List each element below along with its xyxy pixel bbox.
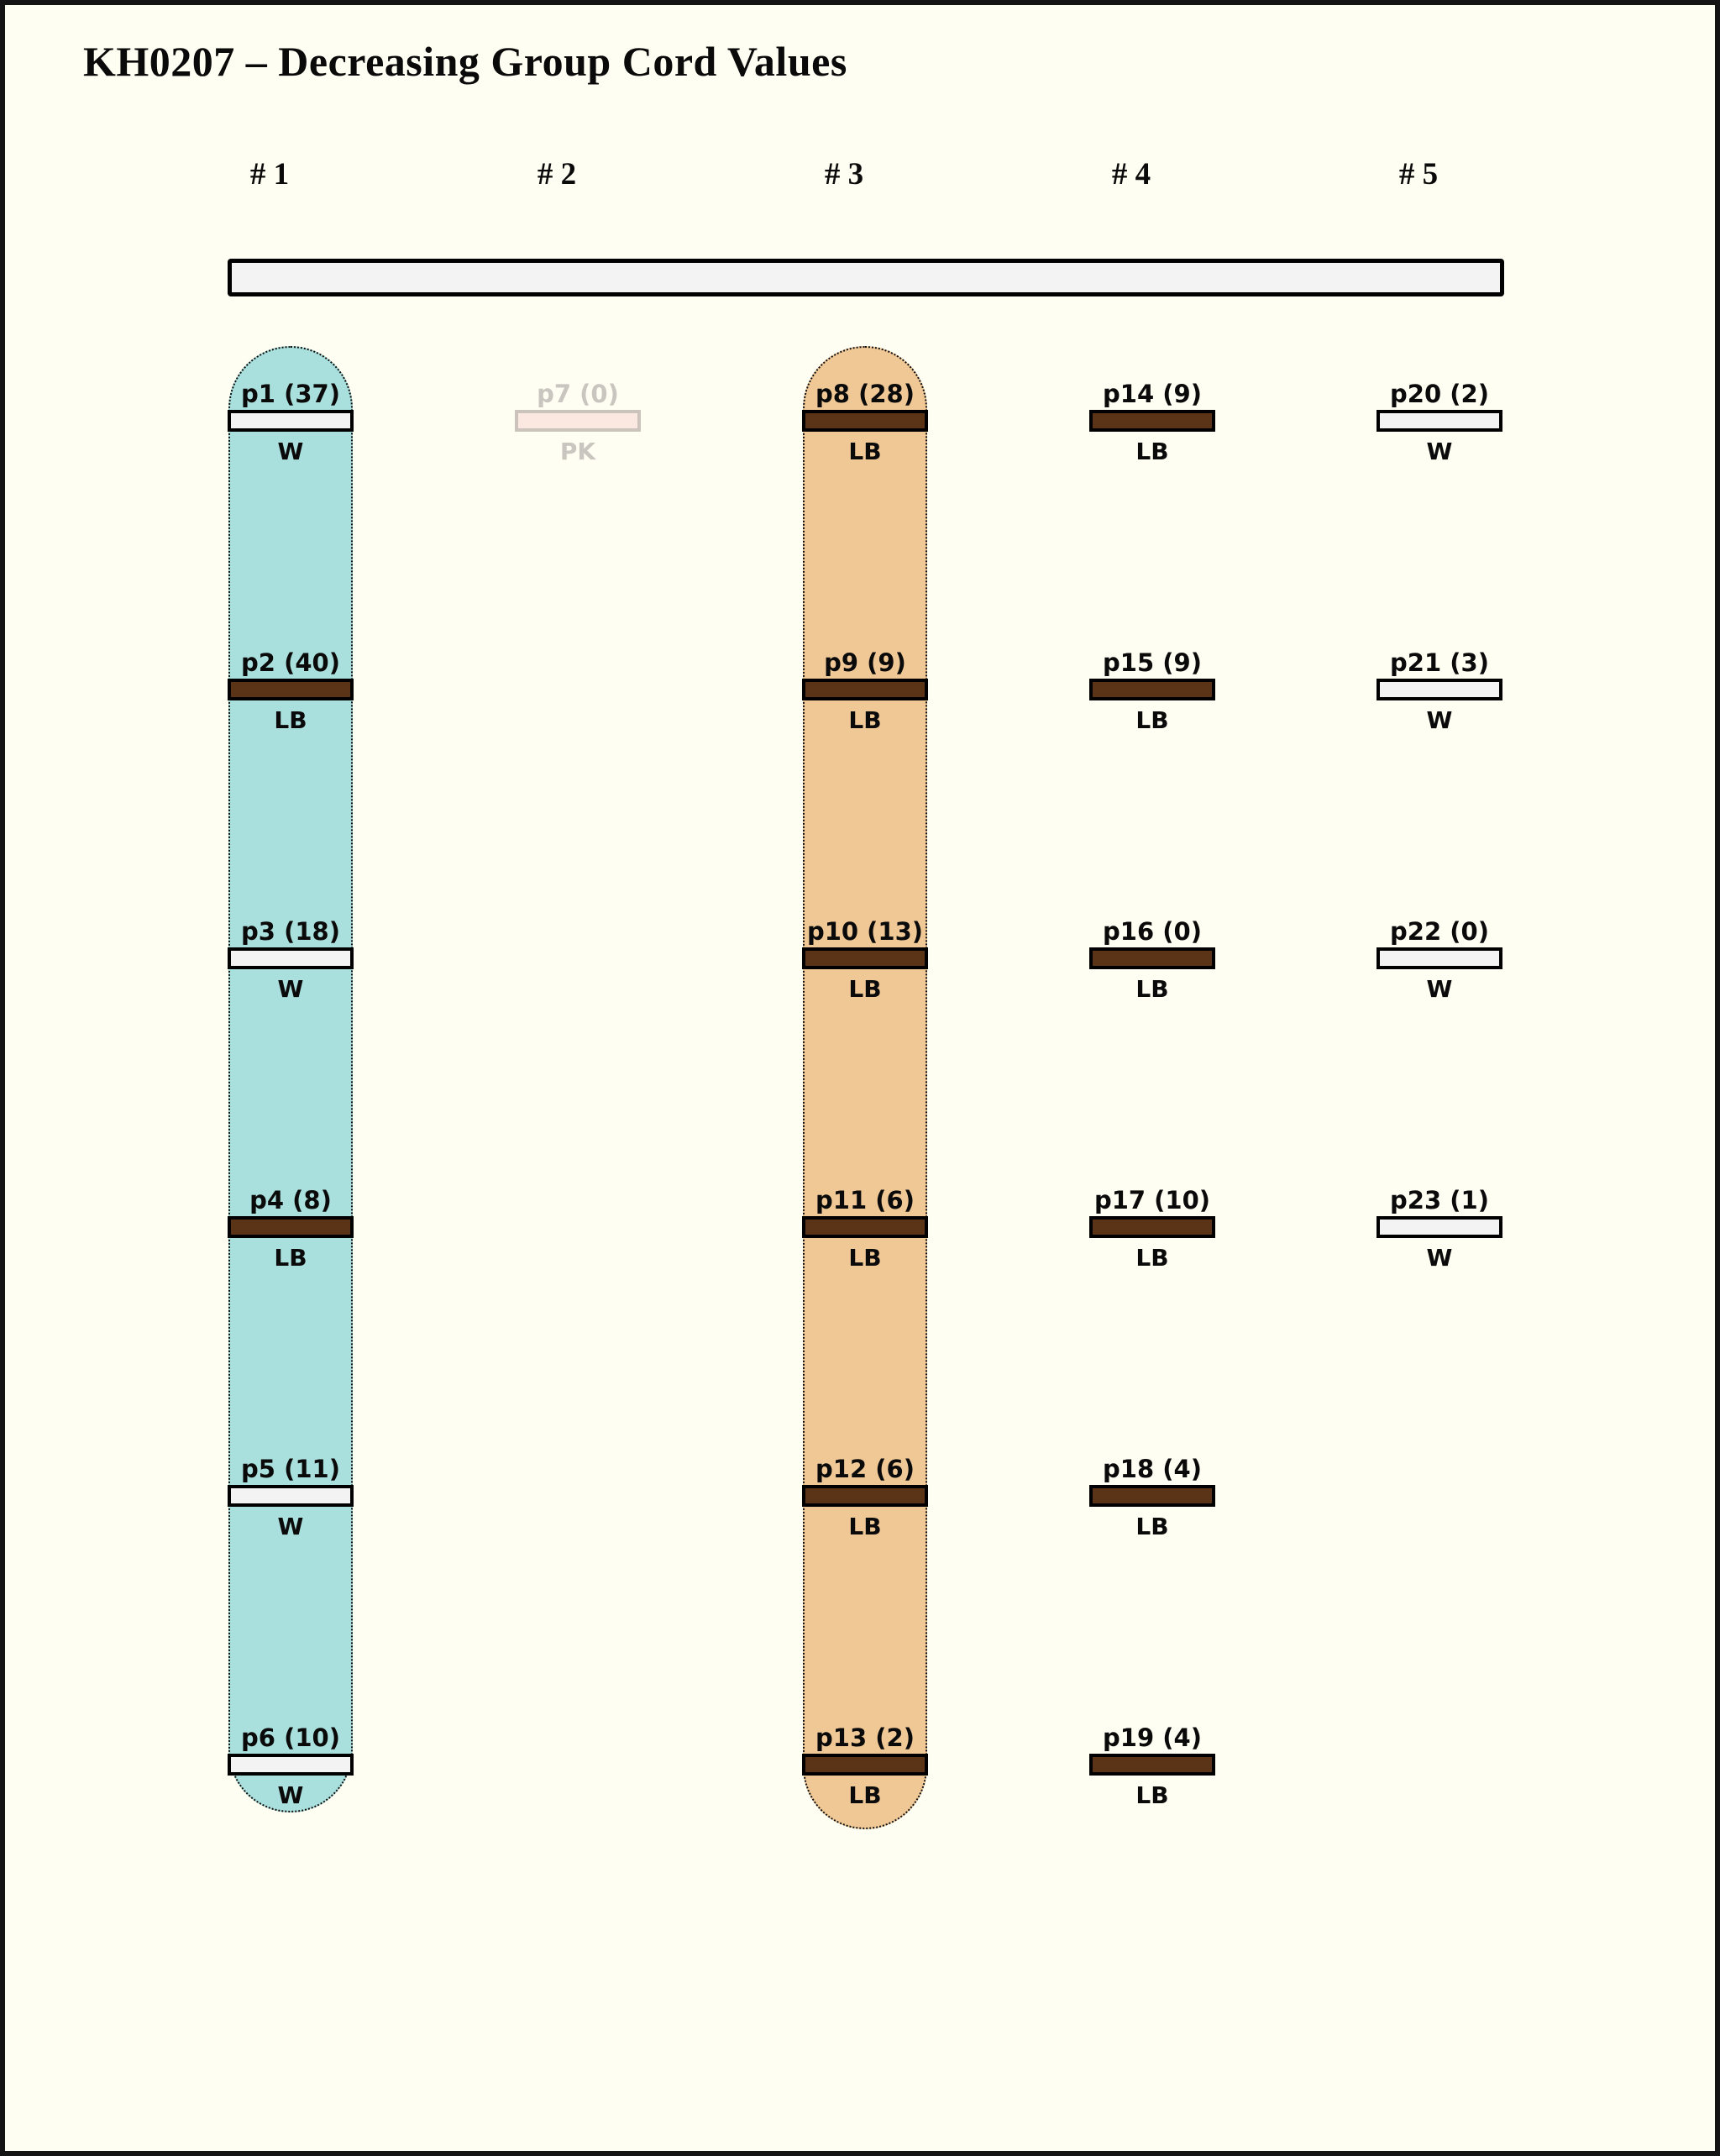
pendant-p5 bbox=[198, 1455, 383, 1540]
pendant-p22 bbox=[1347, 917, 1532, 1003]
pendant-label: p20 (2) bbox=[1390, 380, 1489, 408]
pendant-label: p15 (9) bbox=[1103, 648, 1202, 677]
pendant-label: p2 (40) bbox=[241, 648, 340, 677]
primary-cord-bar bbox=[228, 259, 1504, 296]
pendant-color-code: W bbox=[1426, 975, 1453, 1003]
pendant-label: p22 (0) bbox=[1390, 917, 1489, 946]
column-header-2: # 2 bbox=[537, 157, 577, 191]
pendant-label: p5 (11) bbox=[241, 1455, 340, 1483]
pendant-label: p1 (37) bbox=[241, 380, 340, 408]
pendant-bar bbox=[1377, 1216, 1502, 1238]
pendant-color-code: LB bbox=[1135, 975, 1169, 1003]
pendant-p6 bbox=[198, 1723, 383, 1809]
pendant-label: p13 (2) bbox=[815, 1723, 915, 1752]
pendant-bar bbox=[228, 1485, 354, 1507]
pendant-bar bbox=[1089, 1485, 1215, 1507]
pendant-label: p23 (1) bbox=[1390, 1186, 1489, 1214]
pendant-bar bbox=[1377, 679, 1502, 700]
pendant-bar bbox=[802, 1216, 928, 1238]
pendant-bar bbox=[1377, 947, 1502, 969]
pendant-label: p21 (3) bbox=[1390, 648, 1489, 677]
pendant-bar bbox=[1377, 410, 1502, 432]
pendant-label: p7 (0) bbox=[537, 380, 619, 408]
pendant-p18 bbox=[1060, 1455, 1245, 1540]
pendant-color-code: W bbox=[277, 1781, 304, 1809]
pendant-p10 bbox=[773, 917, 957, 1003]
pendant-color-code: W bbox=[1426, 706, 1453, 734]
pendant-bar bbox=[1089, 1754, 1215, 1776]
pendant-bar bbox=[1089, 1216, 1215, 1238]
column-header-5: # 5 bbox=[1398, 157, 1439, 191]
pendant-color-code: W bbox=[1426, 1244, 1453, 1272]
pendant-bar bbox=[228, 947, 354, 969]
pendant-p23 bbox=[1347, 1186, 1532, 1272]
pendant-p14 bbox=[1060, 380, 1245, 465]
page-title: KH0207 – Decreasing Group Cord Values bbox=[83, 38, 847, 85]
pendant-bar bbox=[1089, 410, 1215, 432]
pendant-bar bbox=[802, 1485, 928, 1507]
pendant-bar bbox=[1089, 679, 1215, 700]
group-highlight-column-1 bbox=[228, 346, 353, 1812]
pendant-bar bbox=[802, 947, 928, 969]
pendant-p20 bbox=[1347, 380, 1532, 465]
pendant-label: p9 (9) bbox=[824, 648, 906, 677]
pendant-bar bbox=[515, 410, 641, 432]
pendant-bar bbox=[802, 1754, 928, 1776]
pendant-p9 bbox=[773, 648, 957, 734]
pendant-color-code: LB bbox=[1135, 1781, 1169, 1809]
pendant-p11 bbox=[773, 1186, 957, 1272]
pendant-p12 bbox=[773, 1455, 957, 1540]
column-header-3: # 3 bbox=[824, 157, 864, 191]
pendant-p17 bbox=[1060, 1186, 1245, 1272]
pendant-color-code: LB bbox=[1135, 1513, 1169, 1540]
pendant-label: p17 (10) bbox=[1093, 1186, 1211, 1214]
pendant-color-code: W bbox=[277, 438, 304, 465]
pendant-label: p4 (8) bbox=[249, 1186, 332, 1214]
column-header-4: # 4 bbox=[1111, 157, 1151, 191]
pendant-label: p18 (4) bbox=[1103, 1455, 1202, 1483]
pendant-color-code: LB bbox=[848, 438, 882, 465]
pendant-label: p6 (10) bbox=[241, 1723, 340, 1752]
pendant-color-code: LB bbox=[848, 1781, 882, 1809]
pendant-color-code: LB bbox=[848, 1244, 882, 1272]
pendant-p19 bbox=[1060, 1723, 1245, 1809]
pendant-bar bbox=[802, 679, 928, 700]
pendant-p15 bbox=[1060, 648, 1245, 734]
pendant-color-code: LB bbox=[1135, 1244, 1169, 1272]
pendant-color-code: LB bbox=[274, 706, 307, 734]
pendant-bar bbox=[228, 1754, 354, 1776]
pendant-bar bbox=[228, 679, 354, 700]
pendant-color-code: W bbox=[277, 1513, 304, 1540]
pendant-color-code: PK bbox=[559, 438, 596, 465]
pendant-p13 bbox=[773, 1723, 957, 1809]
pendant-p1 bbox=[198, 380, 383, 465]
pendant-bar bbox=[228, 410, 354, 432]
pendant-label: p3 (18) bbox=[241, 917, 340, 946]
pendant-color-code: W bbox=[1426, 438, 1453, 465]
pendant-color-code: LB bbox=[848, 706, 882, 734]
pendant-label: p16 (0) bbox=[1103, 917, 1202, 946]
pendant-p4 bbox=[198, 1186, 383, 1272]
pendant-label: p14 (9) bbox=[1103, 380, 1202, 408]
pendant-color-code: LB bbox=[848, 1513, 882, 1540]
pendant-color-code: W bbox=[277, 975, 304, 1003]
pendant-p16 bbox=[1060, 917, 1245, 1003]
pendant-p3 bbox=[198, 917, 383, 1003]
pendant-color-code: LB bbox=[848, 975, 882, 1003]
pendant-p21 bbox=[1347, 648, 1532, 734]
pendant-label: p12 (6) bbox=[815, 1455, 915, 1483]
pendant-p2 bbox=[198, 648, 383, 734]
pendant-label: p19 (4) bbox=[1103, 1723, 1202, 1752]
pendant-bar bbox=[228, 1216, 354, 1238]
pendant-bar bbox=[802, 410, 928, 432]
pendant-bar bbox=[1089, 947, 1215, 969]
group-highlight-column-3 bbox=[803, 346, 927, 1829]
pendant-label: p10 (13) bbox=[806, 917, 924, 946]
pendant-p8 bbox=[773, 380, 957, 465]
pendant-p7 bbox=[485, 380, 670, 465]
pendant-color-code: LB bbox=[1135, 438, 1169, 465]
pendant-color-code: LB bbox=[274, 1244, 307, 1272]
pendant-label: p8 (28) bbox=[815, 380, 915, 408]
pendant-color-code: LB bbox=[1135, 706, 1169, 734]
column-header-1: # 1 bbox=[249, 157, 290, 191]
pendant-label: p11 (6) bbox=[815, 1186, 915, 1214]
